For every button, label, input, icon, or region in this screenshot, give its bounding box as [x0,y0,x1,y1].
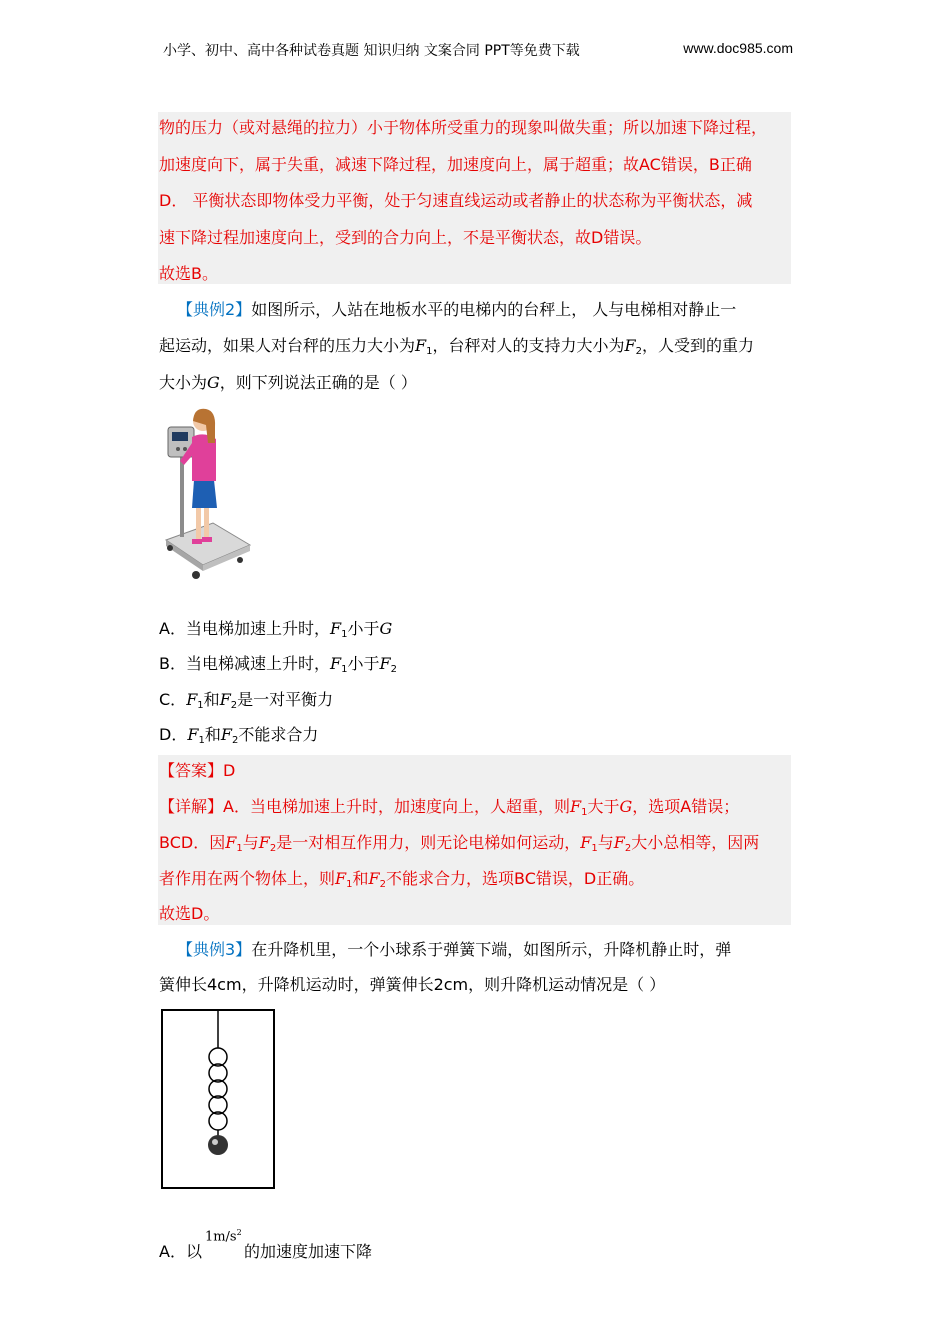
ex2-tag: 【典例2】 [177,300,252,319]
ex2-detail-line-4: 故选D。 [159,904,220,923]
ex3-line-2: 簧伸长4cm，升降机运动时，弹簧伸长2cm，则升降机运动情况是（ ） [159,975,666,994]
ex2-option-a[interactable]: A．当电梯加速上升时，$F_1$小于G [159,619,393,640]
ex2-detail-line-3: 者作用在两个物体上，则$F_1$和$F_2$不能求合力，选项BC错误，D正确。 [159,869,645,890]
ex2-line-1: 【典例2】如图所示，人站在地板水平的电梯内的台秤上， 人与电梯相对静止一 [177,300,737,319]
ex2-option-c[interactable]: C．$F_1$和$F_2$是一对平衡力 [159,690,334,711]
ex2-line-3: 大小为G，则下列说法正确的是（ ） [159,373,417,392]
prev-line-1: 物的压力（或对悬绳的拉力）小于物体所受重力的现象叫做失重；所以加速下降过程， [159,118,768,137]
ex2-detail-line-2: BCD．因$F_1$与$F_2$是一对相互作用力，则无论电梯如何运动，$F_1$与$F_2$大小总相等，因两 [159,833,760,854]
prev-line-2: 加速度向下，属于失重，减速下降过程，加速度向上，属于超重；故AC错误，B正确 [159,155,752,174]
prev-line-5: 故选B。 [159,264,218,283]
ex3-tag: 【典例3】 [177,940,252,959]
ex2-answer: 【答案】D [159,761,236,780]
ex3-option-a[interactable]: A．以 $1m/s^2$ 的加速度加速下降 [159,1233,791,1264]
prev-line-4: 速下降过程加速度向上，受到的合力向上，不是平衡状态，故D错误。 [159,228,652,247]
spring-elevator-figure [160,1008,277,1190]
prev-line-3: D． 平衡状态即物体受力平衡，处于匀速直线运动或者静止的状态称为平衡状态，减 [159,191,753,210]
header-slogan: 小学、初中、高中各种试卷真题 知识归纳 文案合同 PPT等免费下载 [163,43,580,59]
person-on-scale-figure [158,405,258,585]
ex2-option-d[interactable]: D．$F_1$和$F_2$不能求合力 [159,725,319,746]
ex2-line-2: 起运动，如果人对台秤的压力大小为$F_1$，台秤对人的支持力大小为$F_2$，人受到的重力 [159,336,755,357]
page-header [163,40,793,60]
unit-expression: $1m/s^2$ [204,1228,242,1245]
ex3-line-1: 【典例3】在升降机里，一个小球系于弹簧下端，如图所示，升降机静止时，弹 [177,940,732,959]
header-url[interactable]: www.doc985.com [683,40,793,56]
ex2-option-b[interactable]: B．当电梯减速上升时，$F_1$小于$F_2$ [159,654,397,675]
ex2-detail-line-1: 【详解】A．当电梯加速上升时，加速度向上，人超重，则$F_1$大于G，选项A错误； [159,797,740,818]
